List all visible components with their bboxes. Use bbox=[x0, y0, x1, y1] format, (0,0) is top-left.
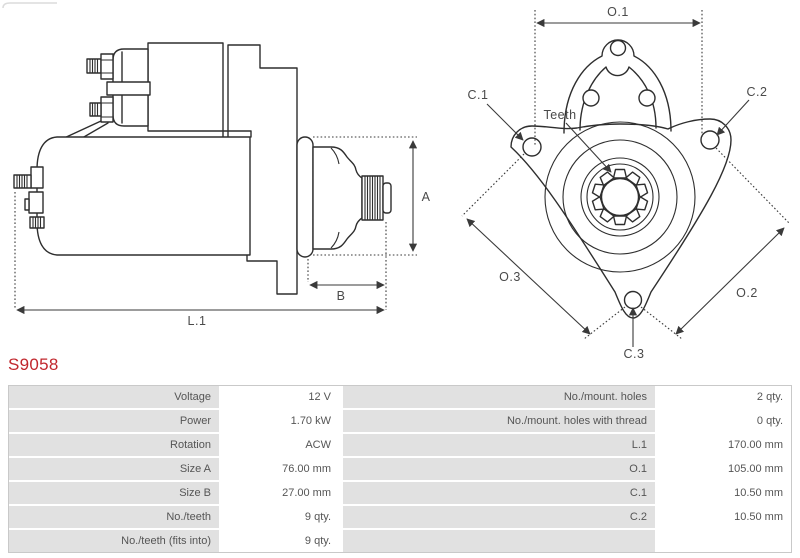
spec-label: No./mount. holes with thread bbox=[343, 410, 655, 432]
dim-label-a: A bbox=[421, 190, 431, 204]
dim-label-o2: O.2 bbox=[736, 286, 758, 300]
side-view-diagram bbox=[14, 43, 431, 328]
spec-label: Power bbox=[9, 410, 219, 432]
spec-label: Rotation bbox=[9, 434, 219, 456]
spec-row bbox=[9, 410, 791, 432]
spec-label: O.1 bbox=[343, 458, 655, 480]
spec-value: 12 V bbox=[219, 386, 339, 408]
spec-table bbox=[8, 385, 792, 553]
dim-label-c1: C.1 bbox=[467, 88, 489, 102]
spec-value: 105.00 mm bbox=[655, 458, 791, 480]
spec-row bbox=[9, 506, 791, 528]
spec-value: 1.70 kW bbox=[219, 410, 339, 432]
spec-row bbox=[9, 458, 791, 480]
spec-label: Size A bbox=[9, 458, 219, 480]
spec-row bbox=[9, 434, 791, 456]
spec-value: 0 qty. bbox=[655, 410, 791, 432]
spec-label: Size B bbox=[9, 482, 219, 504]
dim-label-o3: O.3 bbox=[499, 270, 521, 284]
spec-value: ACW bbox=[219, 434, 339, 456]
watermark-fragment bbox=[3, 3, 57, 8]
spec-value bbox=[655, 530, 791, 552]
dim-label-l1: L.1 bbox=[187, 314, 207, 328]
spec-row bbox=[9, 530, 791, 552]
spec-value: 10.50 mm bbox=[655, 506, 791, 528]
spec-label: L.1 bbox=[343, 434, 655, 456]
spec-label: C.2 bbox=[343, 506, 655, 528]
spec-value: 9 qty. bbox=[219, 506, 339, 528]
spec-value: 10.50 mm bbox=[655, 482, 791, 504]
spec-label: C.1 bbox=[343, 482, 655, 504]
teeth-label: Teeth bbox=[543, 108, 577, 122]
part-number: S9058 bbox=[8, 355, 59, 374]
gear-teeth bbox=[592, 170, 648, 225]
spec-label: No./teeth (fits into) bbox=[9, 530, 219, 552]
dim-label-c2: C.2 bbox=[746, 85, 768, 99]
spec-value: 76.00 mm bbox=[219, 458, 339, 480]
spec-label bbox=[343, 530, 655, 552]
front-view-diagram bbox=[462, 5, 789, 361]
spec-row bbox=[9, 482, 791, 504]
spec-label: No./teeth bbox=[9, 506, 219, 528]
spec-value: 170.00 mm bbox=[655, 434, 791, 456]
dim-label-c3: C.3 bbox=[623, 347, 645, 361]
dim-label-o1: O.1 bbox=[607, 5, 629, 19]
dim-label-b: B bbox=[336, 289, 346, 303]
spec-value: 2 qty. bbox=[655, 386, 791, 408]
spec-value: 9 qty. bbox=[219, 530, 339, 552]
spec-value: 27.00 mm bbox=[219, 482, 339, 504]
spec-row bbox=[9, 386, 791, 408]
spec-label: Voltage bbox=[9, 386, 219, 408]
spec-label: No./mount. holes bbox=[343, 386, 655, 408]
